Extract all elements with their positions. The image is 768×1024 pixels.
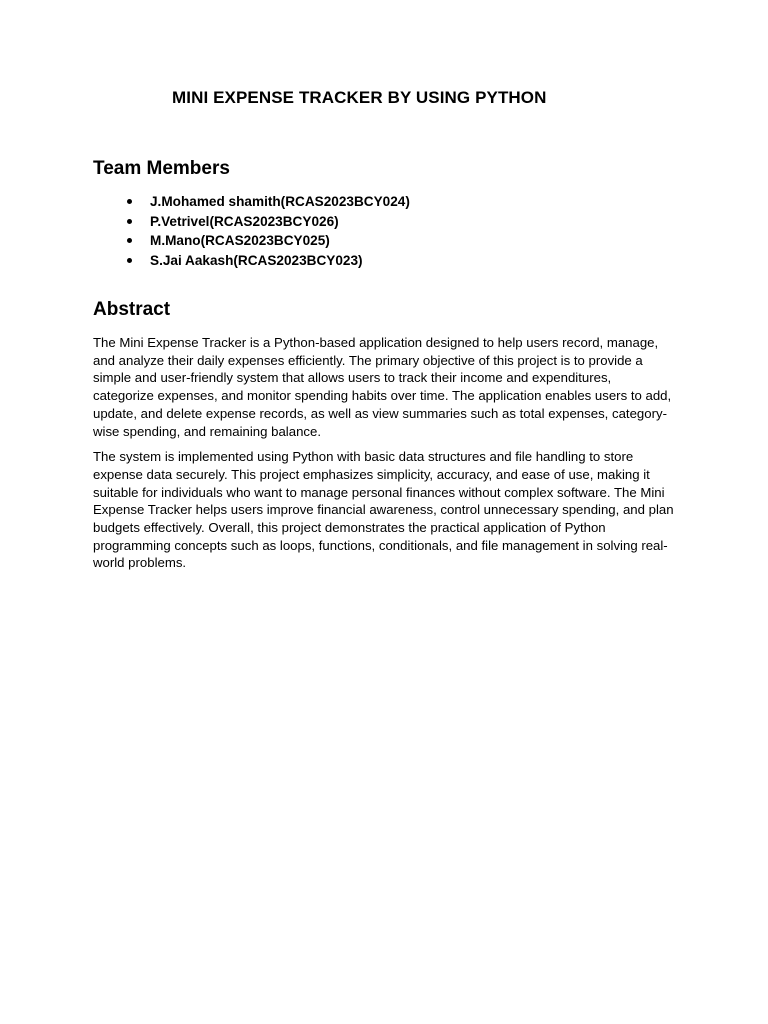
bullet-icon bbox=[127, 258, 132, 263]
team-member-item bbox=[93, 231, 410, 251]
abstract-paragraph: The Mini Expense Tracker is a Python-based application designed to help users record, manage, and analyze their daily expenses efficiently. The primary objective of this project is to provide a simple and user-friendly system that allows users to track their income and expenditures, categorize expenses, and monitor spending habits over time. The application enables users to add, update, and delete expense records, as well as view summaries such as total expenses, category-wise spending, and remaining balance. bbox=[93, 335, 672, 439]
team-member-name: P.Vetrivel(RCAS2023BCY026) bbox=[150, 213, 339, 229]
bullet-icon bbox=[127, 238, 132, 243]
team-member-name: M.Mano(RCAS2023BCY025) bbox=[150, 233, 330, 248]
team-member-item bbox=[93, 192, 410, 212]
abstract-body bbox=[93, 334, 675, 580]
bullet-icon bbox=[127, 219, 132, 224]
team-member-name: S.Jai Aakash(RCAS2023BCY023) bbox=[150, 252, 363, 268]
team-members-list bbox=[93, 192, 410, 270]
bullet-icon bbox=[127, 199, 132, 204]
team-members-heading: Team Members bbox=[93, 158, 230, 179]
team-member-item bbox=[93, 212, 410, 232]
document-title: MINI EXPENSE TRACKER BY USING PYTHON bbox=[172, 88, 547, 107]
abstract-heading: Abstract bbox=[93, 299, 171, 320]
team-member-item bbox=[93, 251, 410, 271]
team-member-name: J.Mohamed shamith(RCAS2023BCY024) bbox=[150, 194, 410, 209]
abstract-paragraph: The system is implemented using Python with basic data structures and file handling to store expense data securely. This project emphasizes simplicity, accuracy, and ease of use, making it suitable for individuals who want to manage personal finances without complex software. The Mini Expense Tracker helps users improve financial awareness, control unnecessary spending, and plan budgets effectively. Overall, this project demonstrates the practical application of Python programming concepts such as loops, functions, conditionals, and file management in solving real-world problems. bbox=[93, 449, 674, 571]
